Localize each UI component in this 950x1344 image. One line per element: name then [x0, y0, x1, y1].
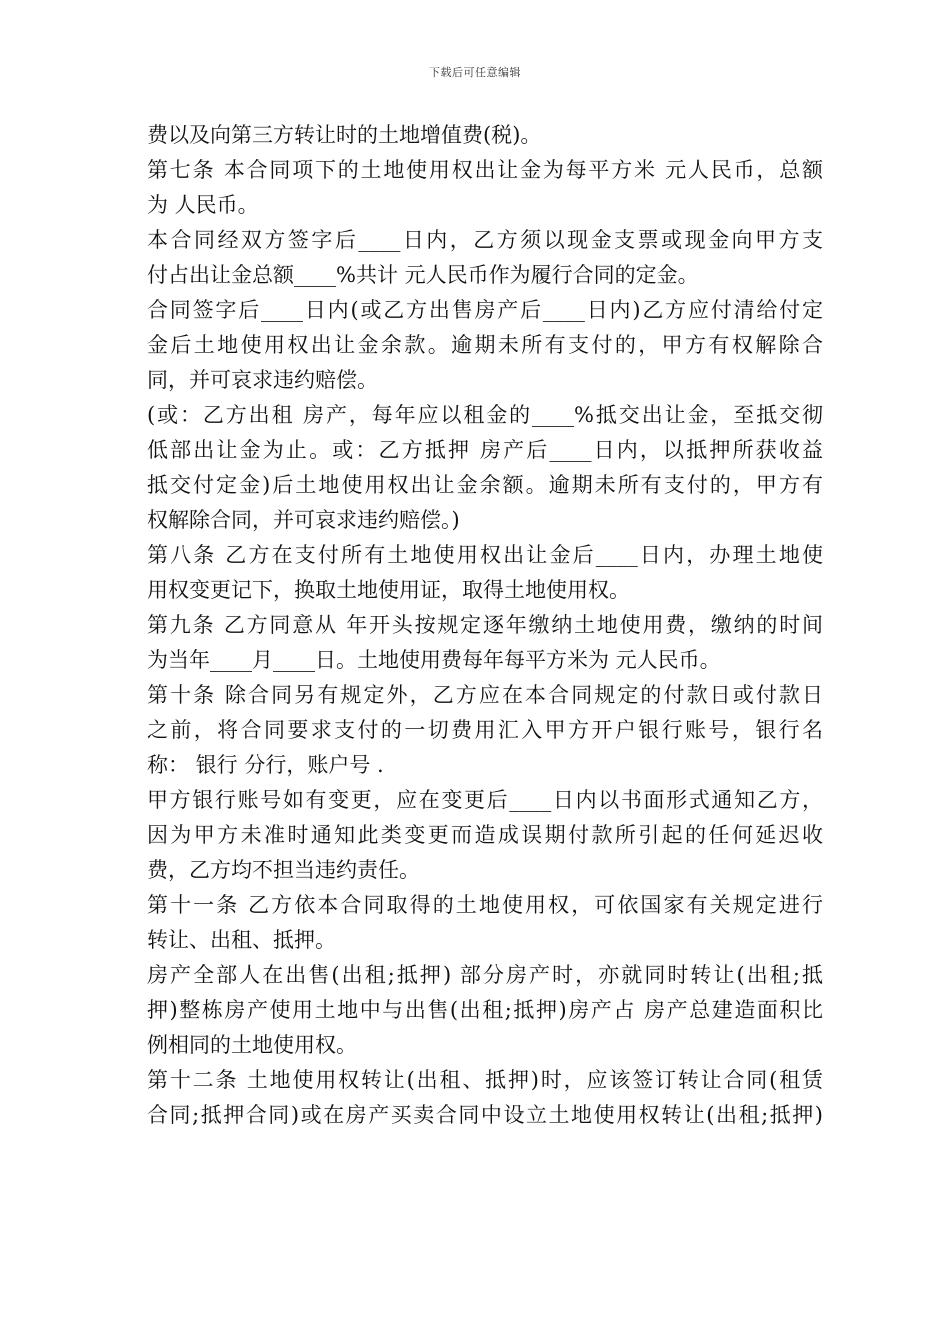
text-line: 同，并可哀求违约赔偿。: [147, 368, 378, 392]
text-line: 合同签字后____日内(或乙方出售房产后____日内)乙方应付清给付定: [147, 298, 823, 322]
text-line: 金后土地使用权出让金余款。逾期未所有支付的，甲方有权解除合: [147, 333, 823, 357]
text-line: 押)整栋房产使用土地中与出售(出租;抵押)房产占 房产总建造面积比: [147, 998, 823, 1022]
text-line: (或：乙方出租 房产，每年应以租金的____%抵交出让金，至抵交彻: [147, 403, 823, 427]
text-line: 因为甲方未准时通知此类变更而造成误期付款所引起的任何延迟收: [147, 823, 823, 847]
text-line: 本合同经双方签字后____日内，乙方须以现金支票或现金向甲方支: [147, 228, 823, 252]
text-line: 权解除合同，并可哀求违约赔偿。): [147, 508, 460, 532]
text-line: 为当年____月____日。土地使用费每年每平方米为 元人民币。: [147, 648, 721, 672]
text-line: 甲方银行账号如有变更，应在变更后____日内以书面形式通知乙方，: [147, 788, 823, 812]
text-line: 例相同的土地使用权。: [147, 1033, 357, 1057]
text-line: 费以及向第三方转让时的土地增值费(税)。: [147, 123, 542, 147]
text-line: 用权变更记下，换取土地使用证，取得土地使用权。: [147, 578, 630, 602]
text-line: 房产全部人在出售(出租;抵押) 部分房产时，亦就同时转让(出租;抵: [147, 963, 823, 987]
text-line: 第十一条 乙方依本合同取得的土地使用权，可依国家有关规定进行: [147, 893, 823, 917]
text-line: 之前，将合同要求支付的一切费用汇入甲方开户银行账号，银行名: [147, 718, 823, 742]
text-line: 第十条 除合同另有规定外，乙方应在本合同规定的付款日或付款日: [147, 683, 823, 707]
text-line: 第八条 乙方在支付所有土地使用权出让金后____日内，办理土地使: [147, 543, 823, 567]
text-line: 第七条 本合同项下的土地使用权出让金为每平方米 元人民币，总额: [147, 158, 823, 182]
document-body: [147, 118, 823, 1133]
text-line: 合同;抵押合同)或在房产买卖合同中设立土地使用权转让(出租;抵押): [147, 1103, 823, 1127]
text-line: 为 人民币。: [147, 193, 259, 217]
text-line: 付占出让金总额____%共计 元人民币作为履行合同的定金。: [147, 263, 699, 287]
text-line: 称： 银行 分行，账户号 .: [147, 753, 384, 777]
text-line: 转让、出租、抵押。: [147, 928, 336, 952]
text-line: 第十二条 土地使用权转让(出租、抵押)时，应该签订转让合同(租赁: [147, 1068, 823, 1092]
text-line: 抵交付定金)后土地使用权出让金余额。逾期未所有支付的，甲方有: [147, 473, 823, 497]
page-header: 下载后可任意编辑: [429, 66, 521, 79]
text-line: 第九条 乙方同意从 年开头按规定逐年缴纳土地使用费，缴纳的时间: [147, 613, 823, 637]
text-line: 费，乙方均不担当违约责任。: [147, 858, 420, 882]
text-line: 低部出让金为止。或：乙方抵押 房产后____日内，以抵押所获收益: [147, 438, 823, 462]
